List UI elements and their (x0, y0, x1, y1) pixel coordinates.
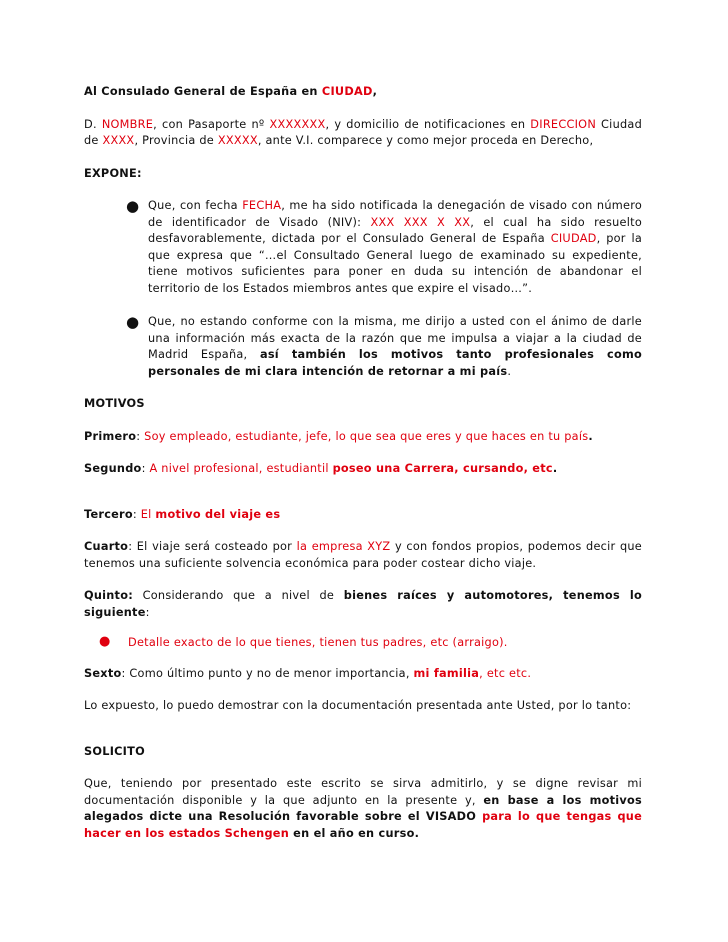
solicito-heading: SOLICITO (84, 744, 145, 758)
notification-date: FECHA (242, 199, 282, 212)
visa-niv: XXX XXX X XX (370, 215, 471, 229)
closing-paragraph: Lo expuesto, lo puedo demostrar con la documentación presentada ante Usted, por lo tanto: (84, 699, 632, 712)
city: XXXX (102, 134, 135, 147)
motivos-heading: MOTIVOS (84, 397, 145, 410)
expone-list (84, 198, 642, 380)
motivo-primero: Primero: Soy empleado, estudiante, jefe, lo que sea que eres y que haces en tu país. (84, 429, 593, 443)
document-page (84, 84, 642, 842)
list-item: ● Que, con fecha FECHA, me ha sido notificada la denegación de visado con número de identificador de Visado (NIV): XXX XXX X XX, el cual ha sido resuelto desfavorablemente, dictada por el Consulado General de España CIUDAD, por la que expresa que “…el Consultado General luego de examinado su expediente, tiene motivos suficientes para poner en duda su intención de abandonar el territorio de los Estados miembros antes que expire el visado…”. (126, 197, 643, 295)
bullet-icon: ● (126, 313, 140, 331)
motivo-quinto: Quinto: Considerando que a nivel de bienes raíces y automotores, tenemos lo siguiente: (84, 589, 643, 619)
expone-heading: EXPONE: (84, 166, 142, 180)
consulate-city-ref: CIUDAD (550, 232, 597, 245)
bullet-icon: ● (99, 634, 111, 649)
solicito-paragraph: Que, teniendo por presentado este escrito se sirva admitirlo, y se digne revisar mi documentación disponible y la que adjunto en la presente y, en base a los motivos alegados dicte una Resolución favorable sobre el VISADO para lo que tengas que hacer en los estados Schengen en el año en curso. (84, 777, 642, 840)
intro-paragraph: D. NOMBRE, con Pasaporte nº XXXXXXX, y domicilio de notificaciones en DIRECCION Ciudad de XXXX, Provincia de XXXXX, ante V.I. comparece y como mejor proceda en Derecho, (84, 117, 642, 147)
passport-number: XXXXXXX (269, 117, 326, 131)
consulate-city: CIUDAD (321, 85, 373, 98)
motivo-segundo: Segundo: A nivel profesional, estudiantil poseo una Carrera, cursando, etc. (84, 462, 558, 475)
address: DIRECCION (530, 117, 597, 131)
motivo-cuarto: Cuarto: El viaje será costeado por la empresa XYZ y con fondos propios, podemos decir que tenemos una suficiente solvencia económica para poder costear dicho viaje. (84, 540, 642, 570)
bullet-icon: ● (126, 197, 140, 215)
addressee-line: Al Consulado General de España en CIUDAD, (84, 85, 378, 98)
list-item: ● Que, no estando conforme con la misma, me dirijo a usted con el ánimo de darle una información más exacta de la razón que me impulsa a viajar a la ciudad de Madrid España, así también los motivos tanto profesionales como personales de mi clara intención de retornar a mi país. (126, 313, 642, 378)
province: XXXXX (217, 134, 258, 147)
assets-list (84, 635, 642, 652)
list-item: ● Detalle exacto de lo que tienes, tienen tus padres, etc (arraigo). (99, 634, 508, 649)
motivo-sexto: Sexto: Como último punto y no de menor importancia, mi familia, etc etc. (84, 666, 532, 680)
motivo-tercero: Tercero: El motivo del viaje es (84, 507, 281, 521)
applicant-name: NOMBRE (101, 117, 154, 131)
